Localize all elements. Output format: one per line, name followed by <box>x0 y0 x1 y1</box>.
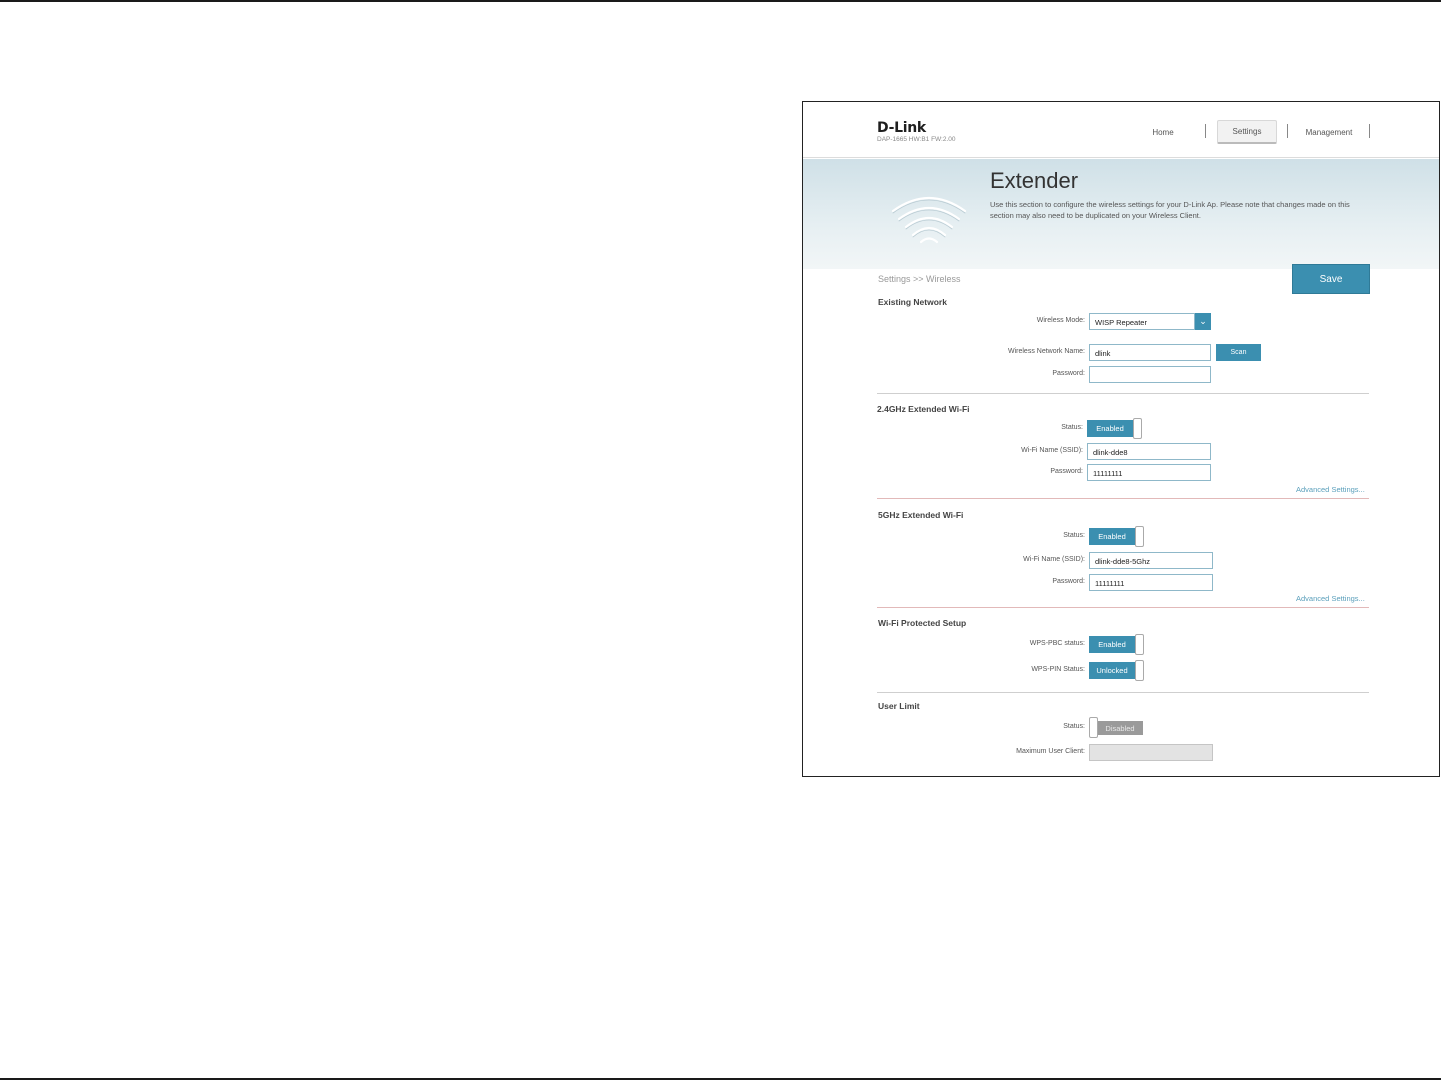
wifi-icon <box>889 189 969 247</box>
password-5-label: Password: <box>1052 578 1085 585</box>
save-button[interactable]: Save <box>1292 264 1370 294</box>
dlink-logo: D-Link <box>877 120 926 136</box>
top-header <box>803 102 1439 158</box>
max-user-client-label: Maximum User Client: <box>1016 748 1085 755</box>
nav-settings[interactable]: Settings <box>1217 120 1277 144</box>
status-24-toggle[interactable]: Enabled <box>1087 420 1133 437</box>
user-limit-status-label: Status: <box>1063 723 1085 730</box>
password-24-input[interactable]: 11111111 <box>1087 464 1211 481</box>
password-24-label: Password: <box>1050 468 1083 475</box>
status-5-label: Status: <box>1063 532 1085 539</box>
section-title-existing-network: Existing Network <box>878 297 947 307</box>
user-limit-toggle[interactable]: Disabled <box>1097 721 1143 735</box>
breadcrumb: Settings >> Wireless <box>878 274 961 284</box>
existing-password-label: Password: <box>1052 370 1085 377</box>
wps-pin-toggle[interactable]: Unlocked <box>1089 662 1135 679</box>
page-bottom-rule <box>0 1078 1441 1080</box>
ssid-5-input[interactable]: dlink-dde8-5Ghz <box>1089 552 1213 569</box>
section-title-5ghz: 5GHz Extended Wi-Fi <box>878 510 964 520</box>
advanced-settings-24-link[interactable]: Advanced Settings... <box>1296 485 1365 494</box>
section-divider <box>877 692 1369 693</box>
chevron-down-icon[interactable]: ⌄ <box>1195 313 1211 330</box>
nav-home[interactable]: Home <box>1152 127 1174 137</box>
nav-separator <box>1205 124 1206 138</box>
scan-button[interactable]: Scan <box>1216 344 1261 361</box>
wireless-mode-select[interactable]: WISP Repeater <box>1089 313 1195 330</box>
advanced-settings-5-link[interactable]: Advanced Settings... <box>1296 594 1365 603</box>
section-title-24ghz: 2.4GHz Extended Wi-Fi <box>877 404 970 414</box>
wps-pin-label: WPS-PIN Status: <box>1031 666 1085 673</box>
wireless-mode-label: Wireless Mode: <box>1036 317 1085 324</box>
toggle-knob[interactable] <box>1135 634 1144 655</box>
section-divider <box>877 498 1369 499</box>
section-title-wps: Wi-Fi Protected Setup <box>878 618 967 628</box>
page-description: Use this section to configure the wireless settings for your D-Link Ap. Please note that changes made on this section may also need to be duplicated on your Wireless Client. <box>990 200 1350 220</box>
nav-separator <box>1287 124 1288 138</box>
password-5-input[interactable]: 11111111 <box>1089 574 1213 591</box>
page-title: Extender <box>990 168 1079 193</box>
section-title-user-limit: User Limit <box>878 701 920 711</box>
existing-password-input[interactable] <box>1089 366 1211 383</box>
router-ui-screenshot <box>802 101 1440 777</box>
toggle-knob[interactable] <box>1089 717 1098 738</box>
wireless-network-name-label: Wireless Network Name: <box>1007 348 1085 355</box>
section-divider <box>877 607 1369 608</box>
page-top-rule <box>0 0 1441 2</box>
toggle-knob[interactable] <box>1133 418 1142 439</box>
wireless-network-name-input[interactable]: dlink <box>1089 344 1211 361</box>
max-user-client-input[interactable] <box>1089 744 1213 761</box>
ssid-24-input[interactable]: dlink-dde8 <box>1087 443 1211 460</box>
ssid-5-label: Wi-Fi Name (SSID): <box>1023 556 1085 563</box>
extender-banner <box>803 159 1439 269</box>
ssid-24-label: Wi-Fi Name (SSID): <box>1021 447 1083 454</box>
toggle-knob[interactable] <box>1135 526 1144 547</box>
wps-pbc-label: WPS-PBC status: <box>1029 640 1085 647</box>
wps-pbc-toggle[interactable]: Enabled <box>1089 636 1135 653</box>
model-info: DAP-1665 HW:B1 FW:2.00 <box>877 136 956 143</box>
status-5-toggle[interactable]: Enabled <box>1089 528 1135 545</box>
nav-separator <box>1369 124 1370 138</box>
section-divider <box>877 393 1369 394</box>
status-24-label: Status: <box>1061 424 1083 431</box>
toggle-knob[interactable] <box>1135 660 1144 681</box>
nav-management[interactable]: Management <box>1305 127 1353 137</box>
